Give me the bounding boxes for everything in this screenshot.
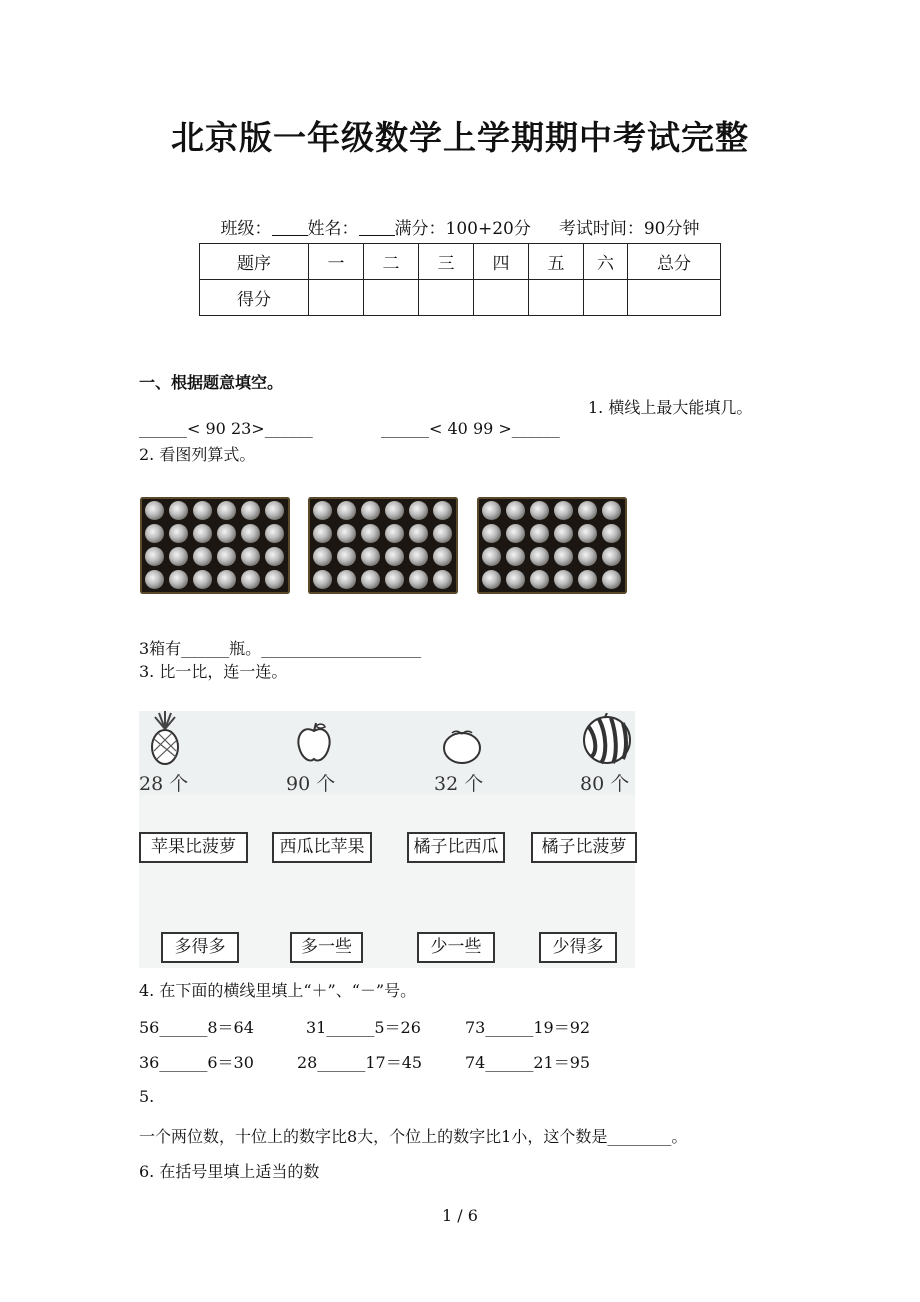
class-label: 班级：	[220, 219, 272, 239]
watermelon-count: 80 个	[580, 773, 630, 795]
bottle-cap	[385, 570, 404, 589]
header-cell: 二	[364, 244, 419, 280]
bottle-crate-image	[308, 497, 458, 594]
comparison-box[interactable]: 西瓜比苹果	[272, 832, 372, 863]
bottle-crate-image	[140, 497, 290, 594]
orange-count: 32 个	[434, 773, 484, 795]
bottle-cap	[265, 524, 284, 543]
watermelon-icon	[581, 713, 633, 765]
bottle-cap	[530, 524, 549, 543]
bottle-cap	[578, 547, 597, 566]
q1-blank-a: ______< 90 23>______	[139, 419, 313, 438]
q4-item: 74______21＝95	[465, 1053, 591, 1072]
bottle-cap	[602, 547, 621, 566]
score-table	[199, 243, 721, 316]
bottle-cap	[313, 501, 332, 520]
bottle-cap	[506, 501, 525, 520]
bottle-cap	[265, 570, 284, 589]
bottle-cap	[193, 570, 212, 589]
bottle-cap	[265, 547, 284, 566]
bottle-cap	[337, 524, 356, 543]
bottle-cap	[506, 524, 525, 543]
q5-number: 5.	[139, 1087, 155, 1106]
choice-box[interactable]: 少一些	[417, 932, 495, 963]
bottle-cap	[217, 501, 236, 520]
bottle-cap	[554, 501, 573, 520]
q2-text: 2. 看图列算式。	[139, 445, 256, 464]
header-cell: 三	[419, 244, 474, 280]
score-cell[interactable]	[529, 280, 584, 316]
bottle-cap	[145, 547, 164, 566]
pineapple-count: 28 个	[139, 773, 189, 795]
bottle-cap	[506, 547, 525, 566]
bottle-cap	[385, 524, 404, 543]
bottle-cap	[409, 570, 428, 589]
q4-item: 31______5＝26	[306, 1018, 421, 1037]
q2-answer: 3箱有______瓶。____________________	[139, 639, 422, 658]
bottle-cap	[482, 570, 501, 589]
bottle-cap	[602, 501, 621, 520]
matching-panel	[139, 795, 635, 968]
orange-icon	[440, 726, 484, 766]
page-number: 1 / 6	[442, 1206, 478, 1225]
choice-box[interactable]: 少得多	[539, 932, 617, 963]
bottle-cap	[385, 547, 404, 566]
bottle-cap	[409, 524, 428, 543]
bottle-cap	[433, 570, 452, 589]
bottle-cap	[217, 524, 236, 543]
time-label: 考试时间：90分钟	[558, 219, 700, 239]
bottle-cap	[482, 524, 501, 543]
exam-info	[0, 214, 920, 239]
comparison-box[interactable]: 苹果比菠萝	[139, 832, 248, 863]
score-cell[interactable]	[584, 280, 628, 316]
choice-box[interactable]: 多一些	[290, 932, 363, 963]
bottle-cap	[554, 547, 573, 566]
bottle-cap	[265, 501, 284, 520]
q1-blank-b: ______< 40 99 >______	[381, 419, 560, 438]
score-table-header-row	[200, 244, 721, 280]
bottle-cap	[554, 524, 573, 543]
score-label: 满分：100+20分	[394, 219, 531, 239]
bottle-cap	[530, 501, 549, 520]
q4-item: 56______8＝64	[139, 1018, 254, 1037]
header-cell: 四	[474, 244, 529, 280]
q3-text: 3. 比一比，连一连。	[139, 662, 288, 681]
bottle-cap	[217, 547, 236, 566]
comparison-box[interactable]: 橘子比西瓜	[407, 832, 505, 863]
name-blank	[359, 221, 395, 236]
bottle-cap	[433, 547, 452, 566]
score-cell[interactable]	[309, 280, 364, 316]
bottle-cap	[361, 570, 380, 589]
bottle-cap	[313, 570, 332, 589]
bottle-cap	[337, 501, 356, 520]
score-cell[interactable]	[419, 280, 474, 316]
q5-text: 一个两位数，十位上的数字比8大，个位上的数字比1小，这个数是________。	[139, 1127, 688, 1146]
pineapple-icon	[145, 711, 185, 767]
bottle-cap	[313, 547, 332, 566]
bottle-cap	[169, 524, 188, 543]
score-cell[interactable]	[628, 280, 721, 316]
bottle-cap	[409, 547, 428, 566]
bottle-cap	[409, 501, 428, 520]
header-cell: 总分	[628, 244, 721, 280]
bottle-cap	[482, 501, 501, 520]
bottle-cap	[433, 501, 452, 520]
bottle-cap	[506, 570, 525, 589]
bottle-cap	[530, 570, 549, 589]
apple-icon	[294, 721, 334, 765]
class-blank	[272, 221, 308, 236]
bottle-cap	[433, 524, 452, 543]
section1-heading: 一、根据题意填空。	[139, 373, 284, 392]
bottle-cap	[361, 547, 380, 566]
bottle-cap	[482, 547, 501, 566]
choice-box[interactable]: 多得多	[161, 932, 239, 963]
bottle-cap	[361, 501, 380, 520]
bottle-cap	[145, 570, 164, 589]
header-cell: 六	[584, 244, 628, 280]
bottle-cap	[337, 570, 356, 589]
bottle-cap	[578, 524, 597, 543]
header-cell: 五	[529, 244, 584, 280]
q6-text: 6. 在括号里填上适当的数	[139, 1162, 320, 1181]
bottle-cap	[578, 501, 597, 520]
q1-text: 1. 横线上最大能填几。	[588, 398, 753, 417]
bottle-cap	[145, 501, 164, 520]
bottle-cap	[169, 547, 188, 566]
bottle-cap	[241, 570, 260, 589]
bottle-cap	[530, 547, 549, 566]
bottle-cap	[385, 501, 404, 520]
bottle-cap	[193, 524, 212, 543]
comparison-box[interactable]: 橘子比菠萝	[531, 832, 637, 863]
q4-item: 28______17＝45	[297, 1053, 423, 1072]
score-cell[interactable]	[474, 280, 529, 316]
name-label: 姓名：	[307, 219, 359, 239]
bottle-cap	[193, 501, 212, 520]
bottle-cap	[241, 501, 260, 520]
q4-item: 36______6＝30	[139, 1053, 254, 1072]
bottle-cap	[193, 547, 212, 566]
row-label: 得分	[200, 280, 309, 316]
apple-count: 90 个	[286, 773, 336, 795]
bottle-cap	[313, 524, 332, 543]
bottle-cap	[241, 524, 260, 543]
score-table-score-row	[200, 280, 721, 316]
bottle-cap	[337, 547, 356, 566]
bottle-cap	[217, 570, 236, 589]
q4-item: 73______19＝92	[465, 1018, 591, 1037]
bottle-cap	[578, 570, 597, 589]
bottle-cap	[169, 570, 188, 589]
bottle-cap	[602, 570, 621, 589]
bottle-crate-image	[477, 497, 627, 594]
score-cell[interactable]	[364, 280, 419, 316]
fruit-panel	[139, 711, 635, 795]
bottle-cap	[241, 547, 260, 566]
q4-text: 4. 在下面的横线里填上“＋”、“－”号。	[139, 981, 417, 1000]
header-cell: 一	[309, 244, 364, 280]
bottle-cap	[361, 524, 380, 543]
header-cell: 题序	[200, 244, 309, 280]
bottle-cap	[602, 524, 621, 543]
bottle-cap	[554, 570, 573, 589]
bottle-cap	[145, 524, 164, 543]
bottle-cap	[169, 501, 188, 520]
page-title: 北京版一年级数学上学期期中考试完整	[171, 118, 749, 157]
